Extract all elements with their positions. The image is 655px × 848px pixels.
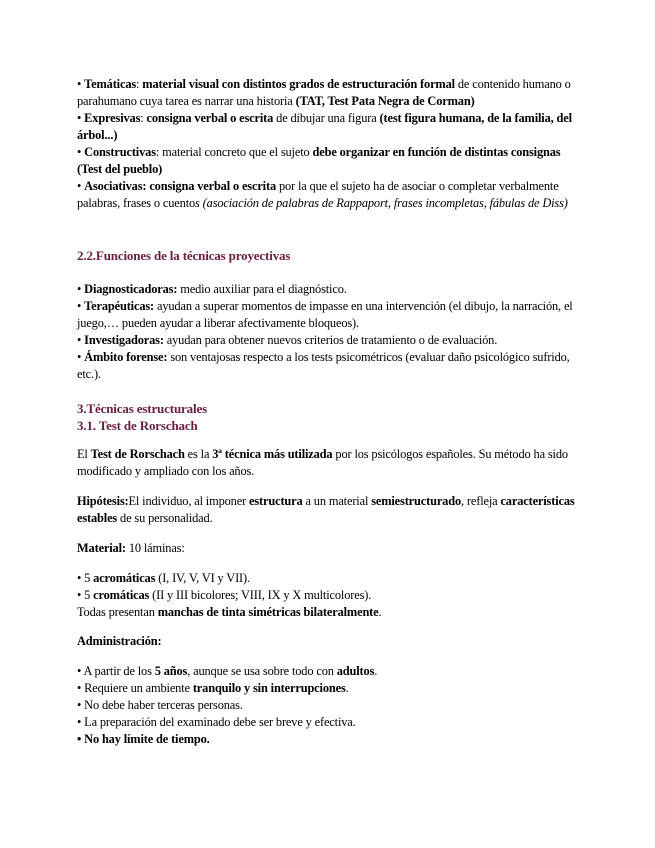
bullet: • (77, 179, 82, 193)
rorschach-intro-paragraph: El Test de Rorschach es la 3ª técnica más utilizada por los psicólogos españoles. Su método ha sido modificado y ampliado con los años. (77, 447, 568, 478)
section-3-heading: 3.Técnicas estructurales (77, 401, 207, 416)
section-3-1-heading: 3.1. Test de Rorschach (77, 418, 198, 433)
function-item: • Diagnosticadoras: medio auxiliar para el diagnóstico. (77, 282, 347, 296)
list-item: • La preparación del examinado debe ser breve y efectiva. (77, 715, 356, 729)
item-expresivas: • Expresivas: consigna verbal o escrita de dibujar una figura (test figura humana, de la familia, del árbol...) (77, 111, 572, 142)
bullet: • (77, 145, 82, 159)
section-2-2-heading: 2.2.Funciones de la técnicas proyectivas (77, 248, 291, 263)
functions-list (77, 281, 583, 383)
material-list (77, 570, 583, 621)
administracion-list (77, 663, 583, 748)
item-asociativas: • Asociativas: consigna verbal o escrita por la que el sujeto ha de asociar o completar verbalmente palabras, frases o cuentos (asociación de palabras de Rappaport, frases incompletas, fábulas de Diss) (77, 179, 568, 210)
bullet: • (77, 111, 82, 125)
list-item: • No hay límite de tiempo. (77, 732, 210, 746)
list-item: • A partir de los 5 años, aunque se usa sobre todo con adultos. (77, 664, 378, 678)
administracion-heading: Administración: (77, 634, 162, 648)
function-item: • Terapéuticas: ayudan a superar momentos de impasse en una intervención (el dibujo, la narración, el juego,… pueden ayudar a liberar afectivamente bloqueos). (77, 299, 573, 330)
list-item: • No debe haber terceras personas. (77, 698, 243, 712)
material-note: Todas presentan manchas de tinta simétricas bilateralmente. (77, 605, 382, 619)
technique-types-list (77, 76, 583, 212)
hipotesis-paragraph: Hipótesis:El individuo, al imponer estructura a un material semiestructurado, refleja características estables de su personalidad. (77, 494, 575, 525)
bullet: • (77, 77, 82, 91)
list-item: • Requiere un ambiente tranquilo y sin interrupciones. (77, 681, 349, 695)
material-line: Material: 10 láminas: (77, 541, 185, 555)
item-tematicas: • Temáticas: material visual con distintos grados de estructuración formal de contenido humano o parahumano cuya tarea es narrar una historia (TAT, Test Pata Negra de Corman) (77, 77, 571, 108)
list-item: • 5 acromáticas (I, IV, V, VI y VII). (77, 571, 250, 585)
function-item: • Investigadoras: ayudan para obtener nuevos criterios de tratamiento o de evaluación. (77, 333, 498, 347)
list-item: • 5 cromáticas (II y III bicolores; VIII, IX y X multicolores). (77, 588, 372, 602)
function-item: • Ámbito forense: son ventajosas respecto a los tests psicométricos (evaluar daño psicológico sufrido, etc.). (77, 350, 570, 381)
item-constructivas: • Constructivas: material concreto que el sujeto debe organizar en función de distintas consignas (Test del pueblo) (77, 145, 561, 176)
